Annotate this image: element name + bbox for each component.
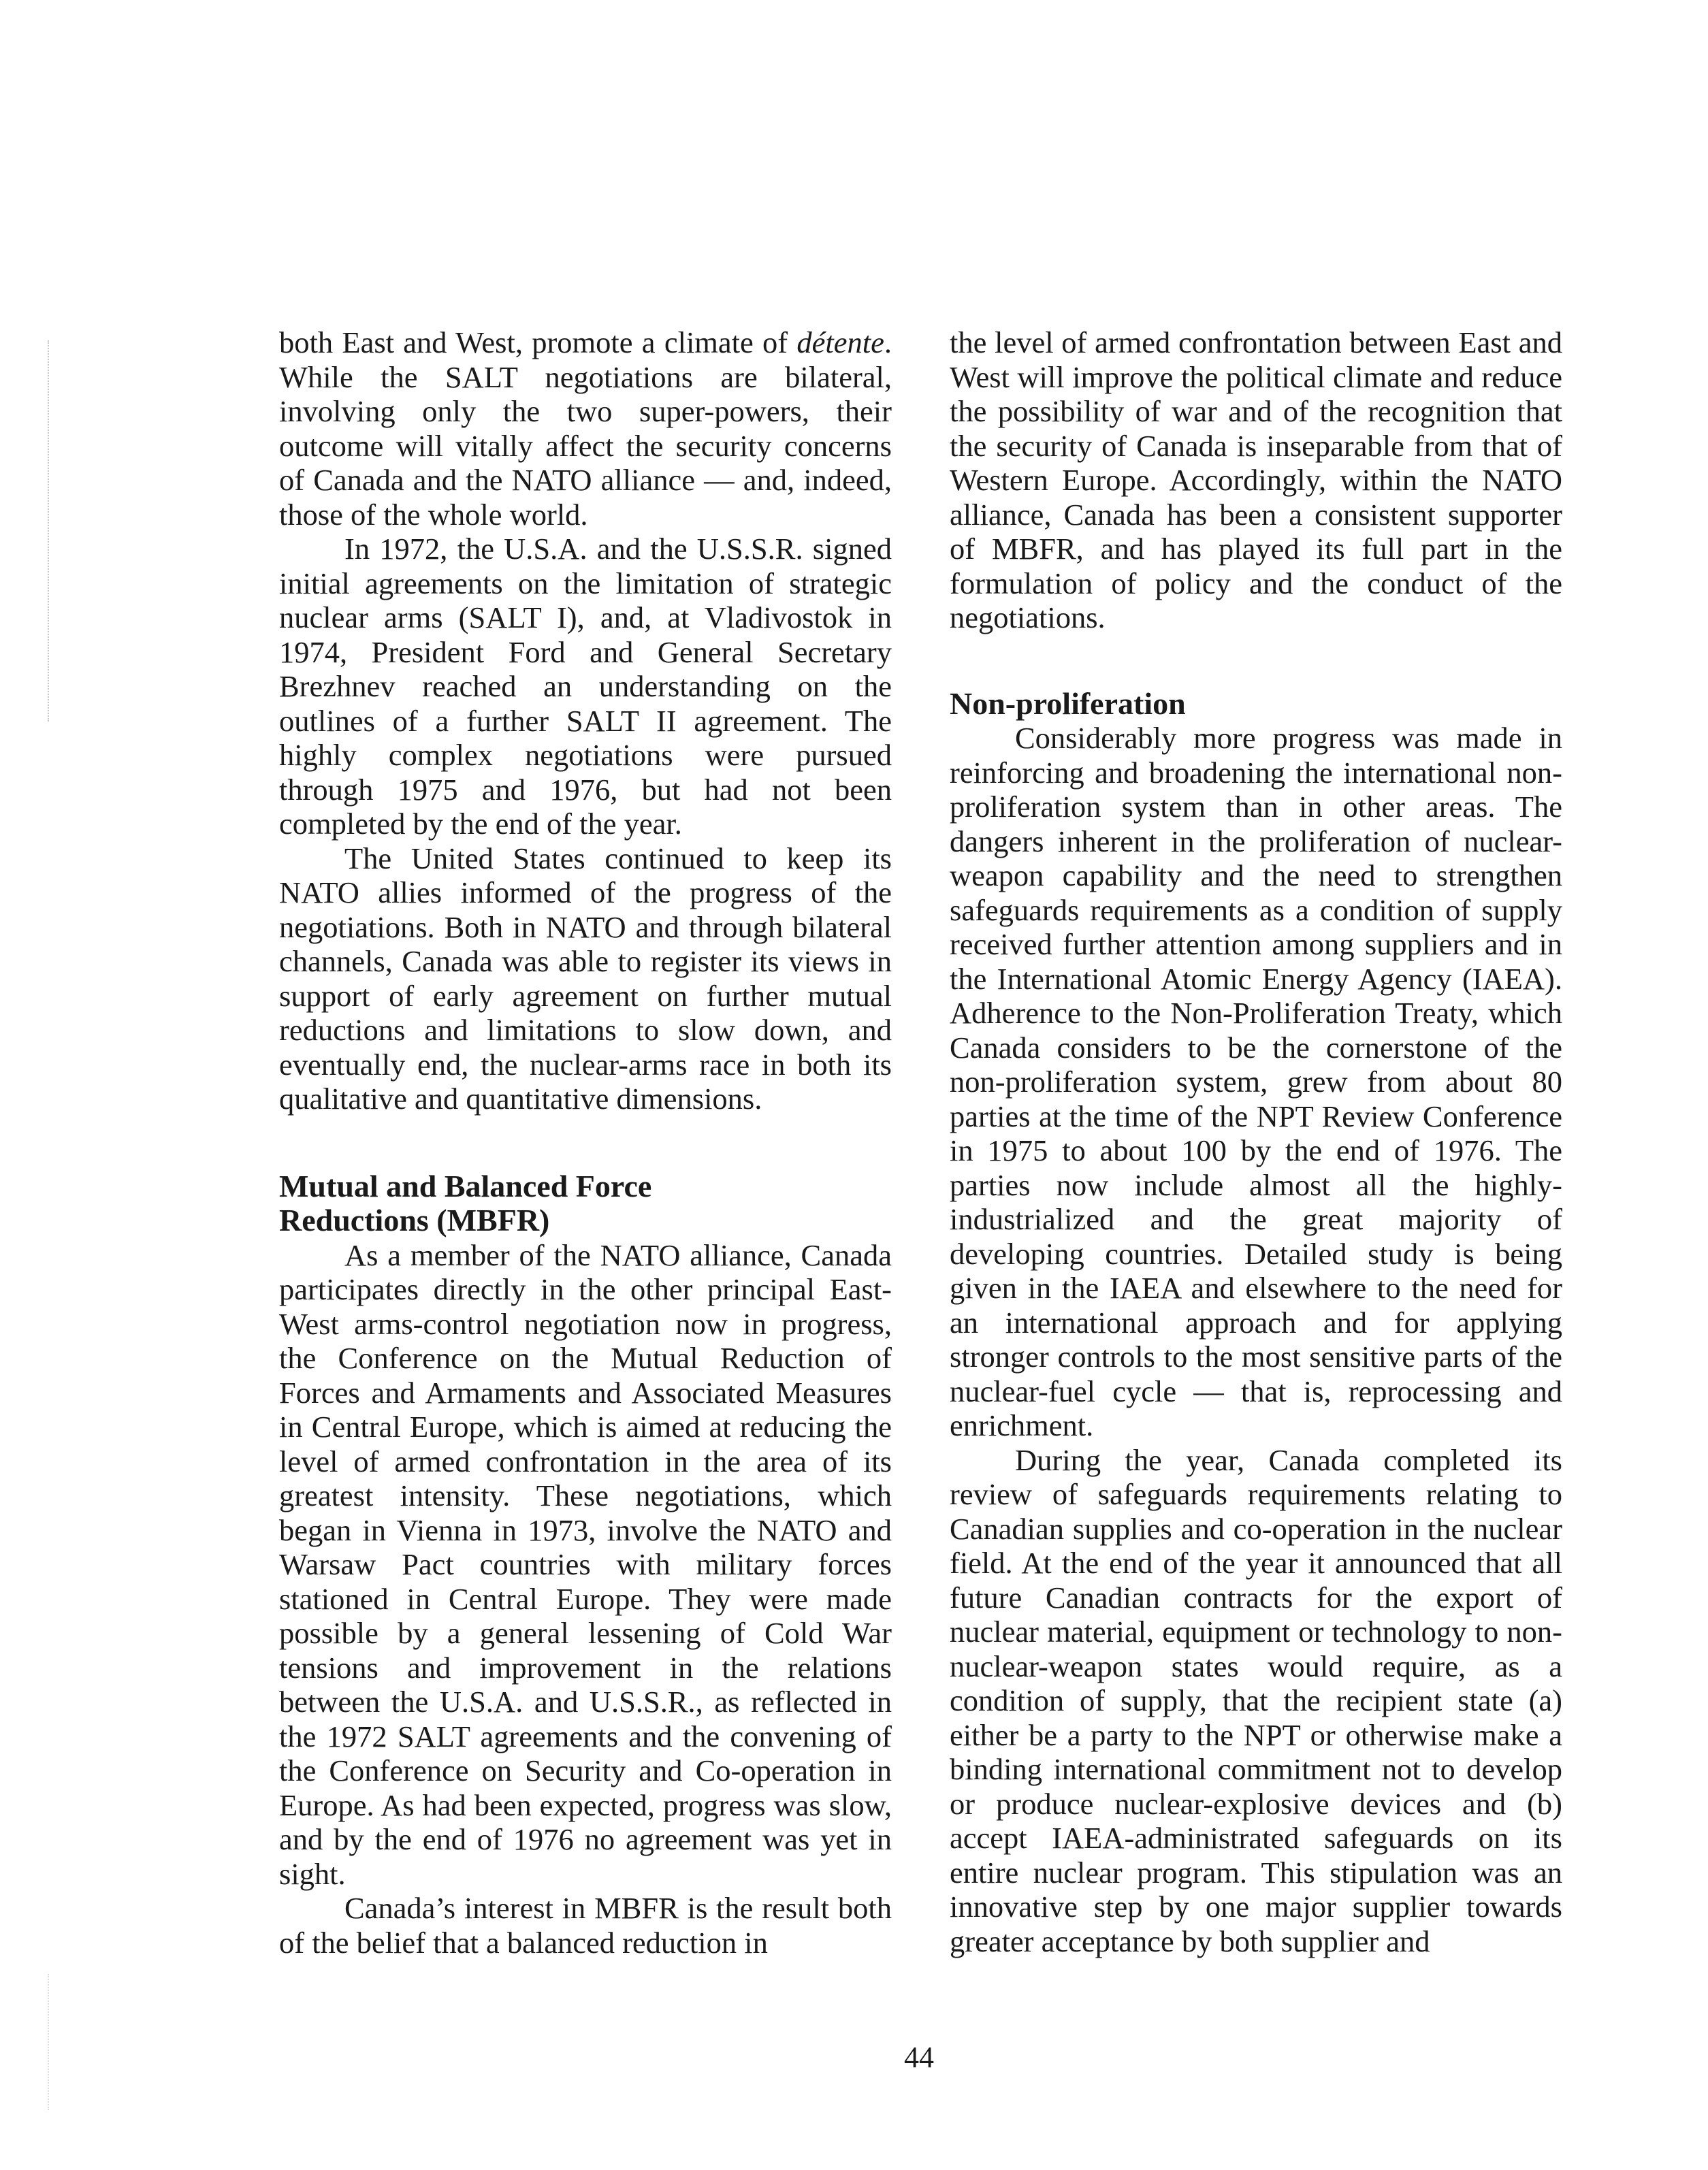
right-column xyxy=(950,325,1562,1958)
paragraph-nato-allies: The United States continued to keep its NATO allies informed of the progress of the negotiations. Both in NATO and through bilateral channels, Canada was able to register its views in support of early agreement on further mutual reductions and limitations to slow down, and eventually end, the nuclear-arms race in both its qualitative and quantitative dimensions. xyxy=(279,841,892,1116)
left-column xyxy=(279,325,892,1960)
section-gap xyxy=(279,1116,892,1169)
paragraph-safeguards-review: During the year, Canada completed its review of safeguards requirements relating to Canadian supplies and co-operation in the nuclear field. At the end of the year it announced that all future Canadian contracts for the export of nuclear material, equipment or technology to non-nuclear-weapon states would require, as a condition of supply, that the recipient state (a) either be a party to the NPT or otherwise make a binding international commitment not to develop or produce nuclear-explosive devices and (b) accept IAEA-administrated safeguards on its entire nuclear program. This stipulation was an innovative step by one major supplier towards greater acceptance by both supplier and xyxy=(950,1442,1562,1958)
scan-margin-mark-lower xyxy=(48,1974,50,2110)
heading-non-proliferation: Non-proliferation xyxy=(950,685,1186,721)
paragraph-non-proliferation-progress: Considerably more progress was made in reinforcing and broadening the international non-proliferation system than in other areas. The dangers inherent in the proliferation of nuclear-weapon capability and the need to strengthen safeguards requirements as a condition of supply received further attention among suppliers and in the International Atomic Energy Agency (IAEA). Adherence to the Non-Proliferation Treaty, which Canada considers to be the cornerstone of the non-proliferation system, grew from about 80 parties at the time of the NPT Review Conference in 1975 to about 100 by the end of 1976. The parties now include almost all the highly-industrialized and the great majority of developing countries. Detailed study is being given in the IAEA and elsewhere to the need for an international approach and for applying stronger controls to the most sensitive parts of the nuclear-fuel cycle — that is, reprocessing and enrichment. xyxy=(950,721,1562,1442)
page-number: 44 xyxy=(904,2041,934,2074)
paragraph-armed-confrontation: the level of armed confrontation between East and West will improve the political climate and reduce the possibility of war and of the recognition that the security of Canada is inseparable from that of Western Europe. Accordingly, within the NATO alliance, Canada has been a consistent supporter of MBFR, and has played its full part in the formulation of policy and the conduct of the negotiations. xyxy=(950,325,1562,634)
paragraph-mbfr-conference: As a member of the NATO alliance, Canada participates directly in the other principal East-West arms-control negotiation now in progress, the Conference on the Mutual Reduction of Forces and Armaments and Associated Measures in Central Europe, which is aimed at reducing the level of armed confrontation in the area of its greatest intensity. These negotiations, which began in Vienna in 1973, involve the NATO and Warsaw Pact countries with military forces stationed in Central Europe. They were made possible by a general lessening of Cold War tensions and improvement in the relations between the U.S.A. and U.S.S.R., as reflected in the 1972 SALT agreements and the convening of the Conference on Security and Co-operation in Europe. As had been expected, progress was slow, and by the end of 1976 no agreement was yet in sight. xyxy=(279,1237,892,1891)
section-gap xyxy=(950,635,1562,687)
scan-margin-mark xyxy=(48,340,50,722)
paragraph-salt-agreements: In 1972, the U.S.A. and the U.S.S.R. signed initial agreements on the limitation of strategic nuclear arms (SALT I), and, at Vladivostok in 1974, President Ford and General Secretary Brezhnev reached an understanding on the outlines of a further SALT II agreement. The highly complex negotiations were pursued through 1975 and 1976, but had not been completed by the end of the year. xyxy=(279,532,892,841)
italic-detente: détente xyxy=(796,325,884,359)
paragraph-canada-interest: Canada’s interest in MBFR is the result both of the belief that a balanced reduction in xyxy=(279,1891,892,1960)
heading-mbfr: Mutual and Balanced Force Reductions (MBFR) xyxy=(279,1168,652,1237)
paragraph-detente: both East and West, promote a climate of détente. While the SALT negotiations are bilateral, involving only the two super-powers, their outcome will vitally affect the security concerns of Canada and the NATO alliance — and, indeed, those of the whole world. xyxy=(279,325,892,532)
